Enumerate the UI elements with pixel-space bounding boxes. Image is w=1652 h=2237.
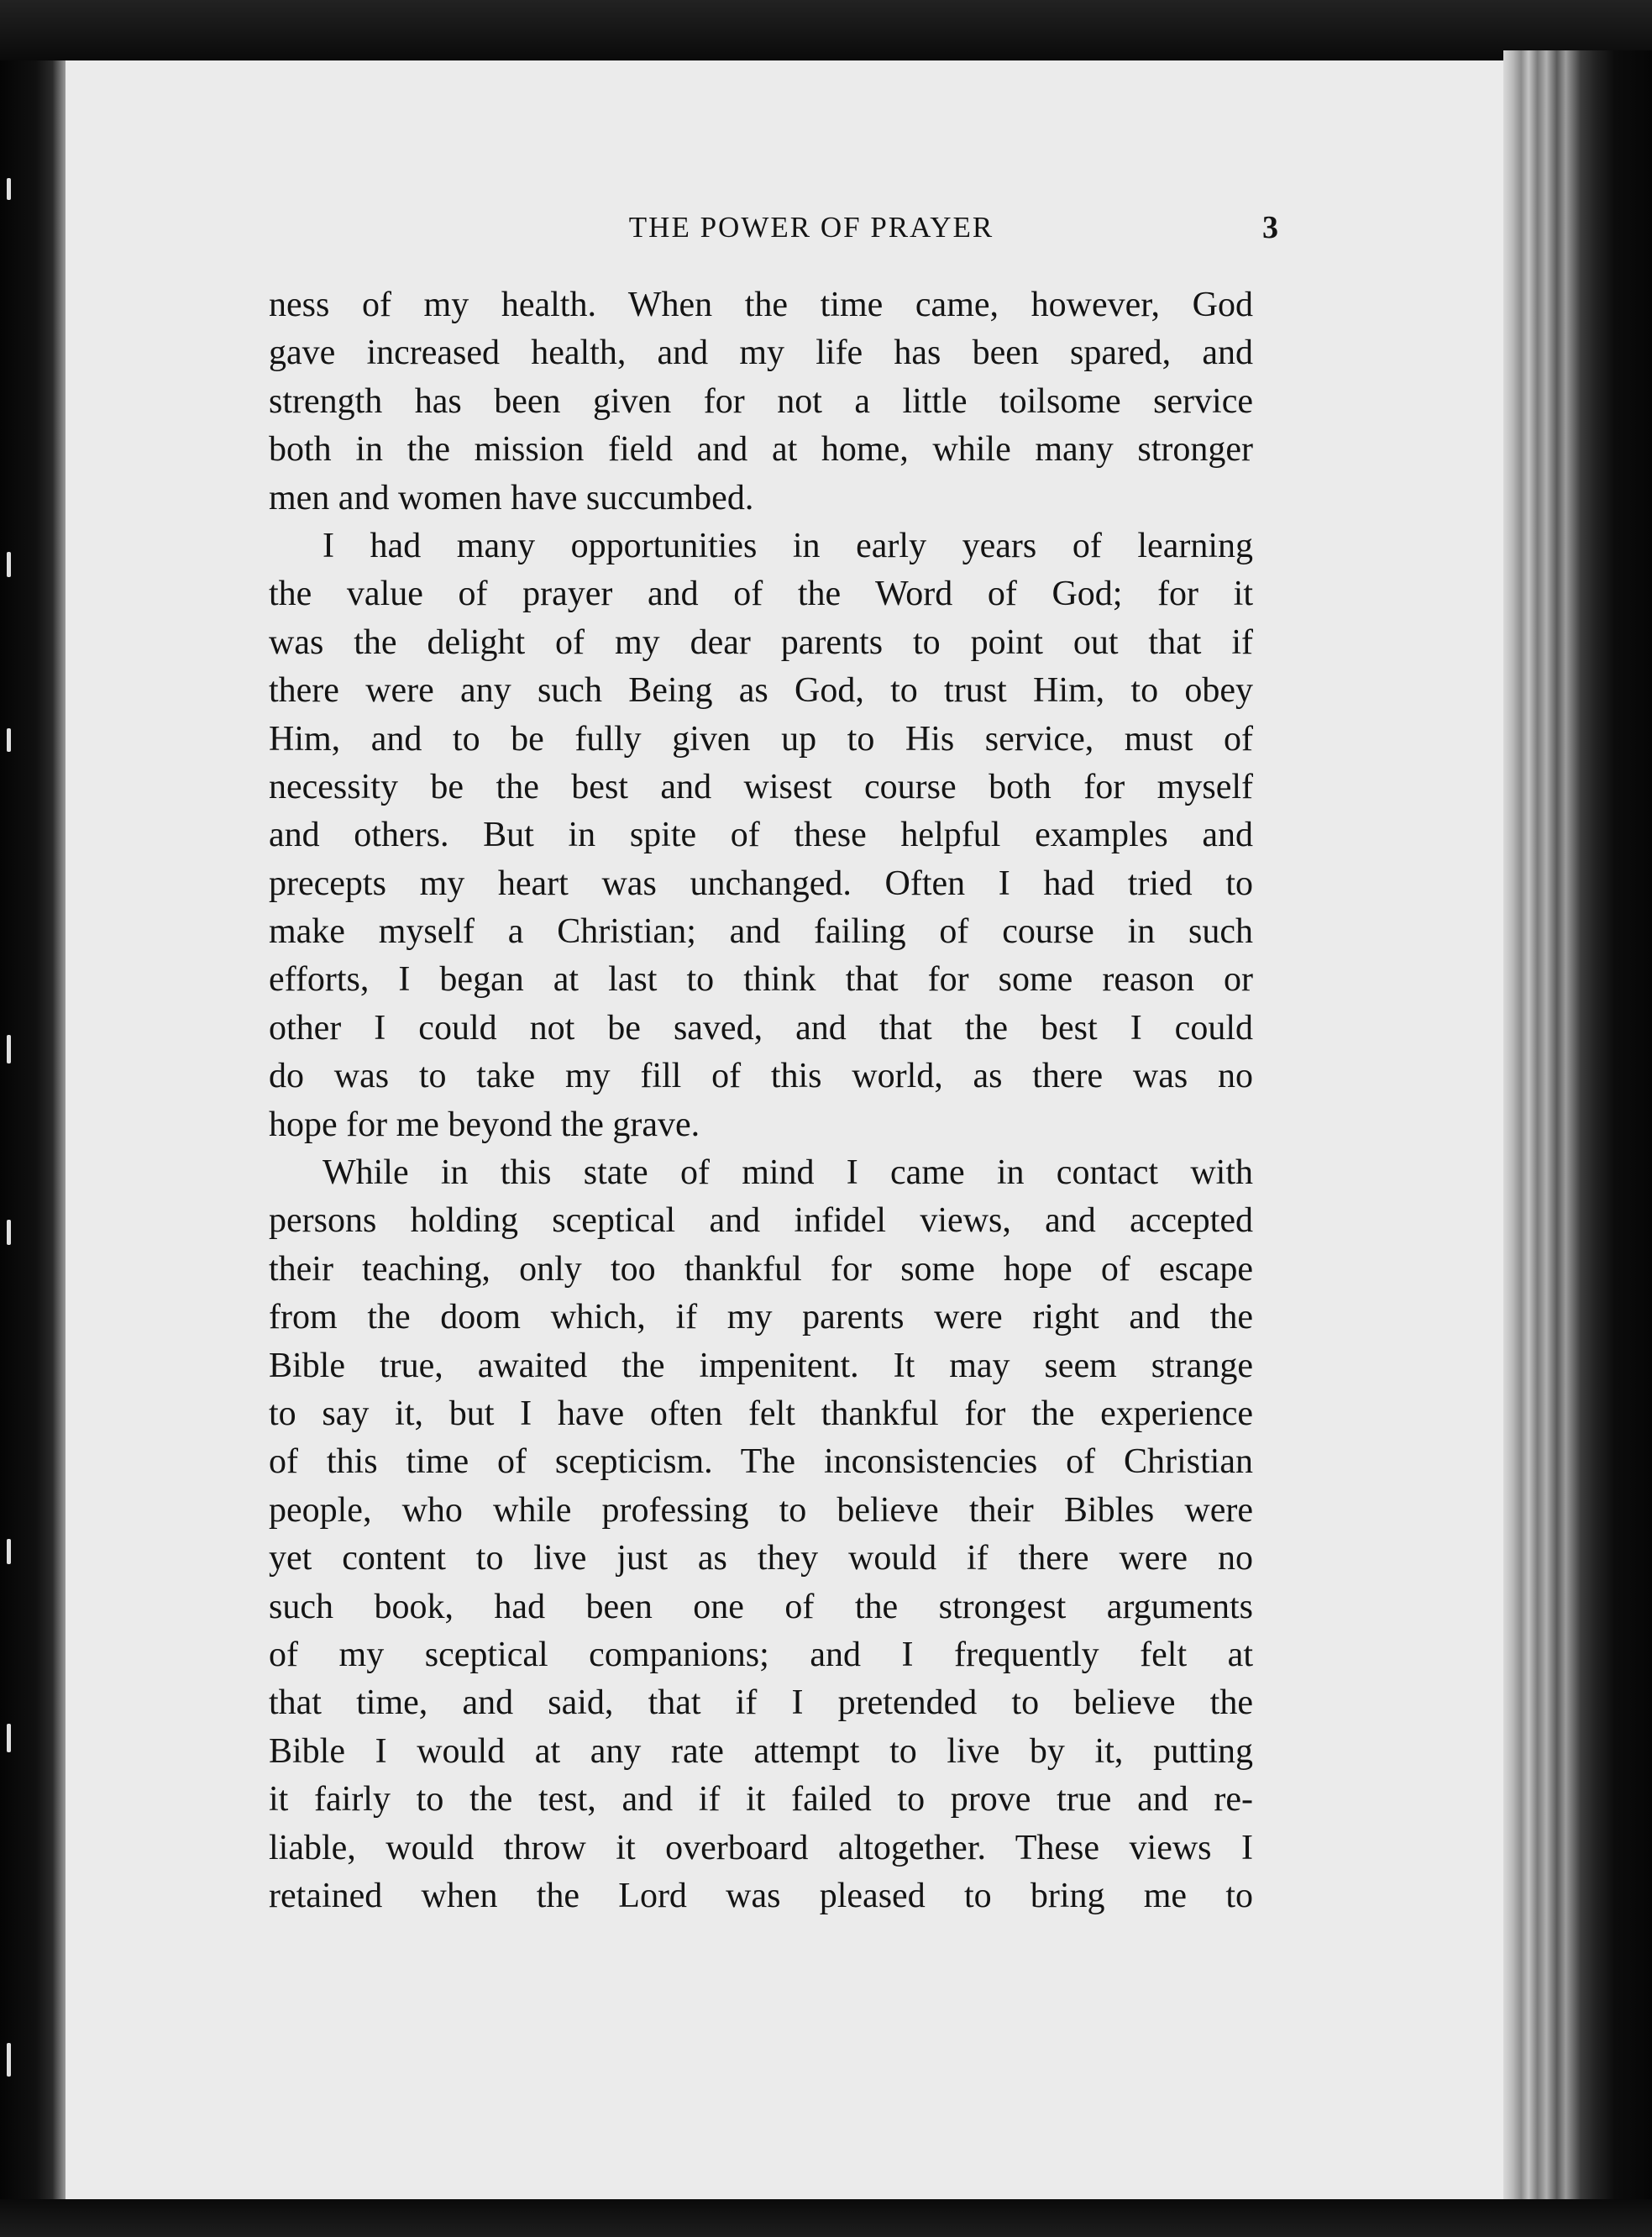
text-line: that time, and said, that if I pretended to believe the [269, 1683, 1253, 1723]
text-line: there were any such Being as God, to trust Him, to obey [269, 671, 1253, 711]
text-line: it fairly to the test, and if it failed to prove true and re- [269, 1780, 1253, 1820]
text-line: gave increased health, and my life has been spared, and [269, 333, 1253, 373]
text-line: their teaching, only too thankful for some hope of escape [269, 1249, 1253, 1289]
text-line: efforts, I began at last to think that for some reason or [269, 960, 1253, 1000]
text-line: Him, and to be fully given up to His service, must of [269, 719, 1253, 759]
text-line: liable, would throw it overboard altogether. These views I [269, 1828, 1253, 1867]
paragraph-first-line: I had many opportunities in early years of learning [323, 526, 1253, 565]
text-line: men and women have succumbed. [269, 478, 754, 517]
text-line: other I could not be saved, and that the best I could [269, 1008, 1253, 1048]
binding-mark [7, 178, 11, 200]
binding-mark [7, 552, 11, 577]
text-line: ness of my health. When the time came, however, God [269, 286, 1253, 324]
text-line: both in the mission field and at home, while many stronger [269, 430, 1253, 470]
body-text [269, 281, 1253, 1920]
binding-mark [7, 1220, 11, 1245]
text-line: retained when the Lord was pleased to bring me to [269, 1876, 1253, 1915]
page-stack-edge [1503, 50, 1652, 2209]
text-line: Bible true, awaited the impenitent. It may seem strange [269, 1346, 1253, 1385]
text-line: people, who while professing to believe their Bibles were [269, 1490, 1253, 1530]
binding-mark [7, 728, 11, 752]
text-line: to say it, but I have often felt thankful for the experience [269, 1394, 1253, 1433]
running-title: THE POWER OF PRAYER [628, 211, 994, 244]
book-binding-edge [0, 60, 66, 2199]
text-line: Bible I would at any rate attempt to live by it, putting [269, 1731, 1253, 1771]
text-line: from the doom which, if my parents were right and the [269, 1298, 1253, 1337]
text-line: of this time of scepticism. The inconsistencies of Christian [269, 1442, 1253, 1482]
scan-top-border [0, 0, 1652, 60]
binding-mark [7, 1724, 11, 1752]
paragraph-first-line: While in this state of mind I came in contact with [323, 1153, 1253, 1193]
text-line: make myself a Christian; and failing of course in such [269, 912, 1253, 952]
text-line: strength has been given for not a little toilsome service [269, 381, 1253, 421]
page-number: 3 [1262, 210, 1278, 245]
binding-mark [7, 1539, 11, 1564]
text-line: of my sceptical companions; and I frequently felt at [269, 1635, 1253, 1674]
binding-mark [7, 1035, 11, 1063]
binding-mark [7, 2043, 11, 2077]
running-header [269, 204, 1278, 251]
text-line: do was to take my fill of this world, as there was no [269, 1057, 1253, 1096]
text-line: precepts my heart was unchanged. Often I had tried to [269, 864, 1253, 903]
text-line: persons holding sceptical and infidel views, and accepted [269, 1201, 1253, 1241]
text-line: yet content to live just as they would if there were no [269, 1539, 1253, 1578]
text-line: was the delight of my dear parents to point out that if [269, 622, 1253, 662]
scan-bottom-border [0, 2199, 1652, 2237]
text-line: such book, had been one of the strongest arguments [269, 1587, 1253, 1626]
text-line: the value of prayer and of the Word of God; for it [269, 575, 1253, 614]
text-line: and others. But in spite of these helpful examples and [269, 816, 1253, 855]
text-line: hope for me beyond the grave. [269, 1105, 700, 1144]
text-line: necessity be the best and wisest course both for myself [269, 767, 1253, 806]
